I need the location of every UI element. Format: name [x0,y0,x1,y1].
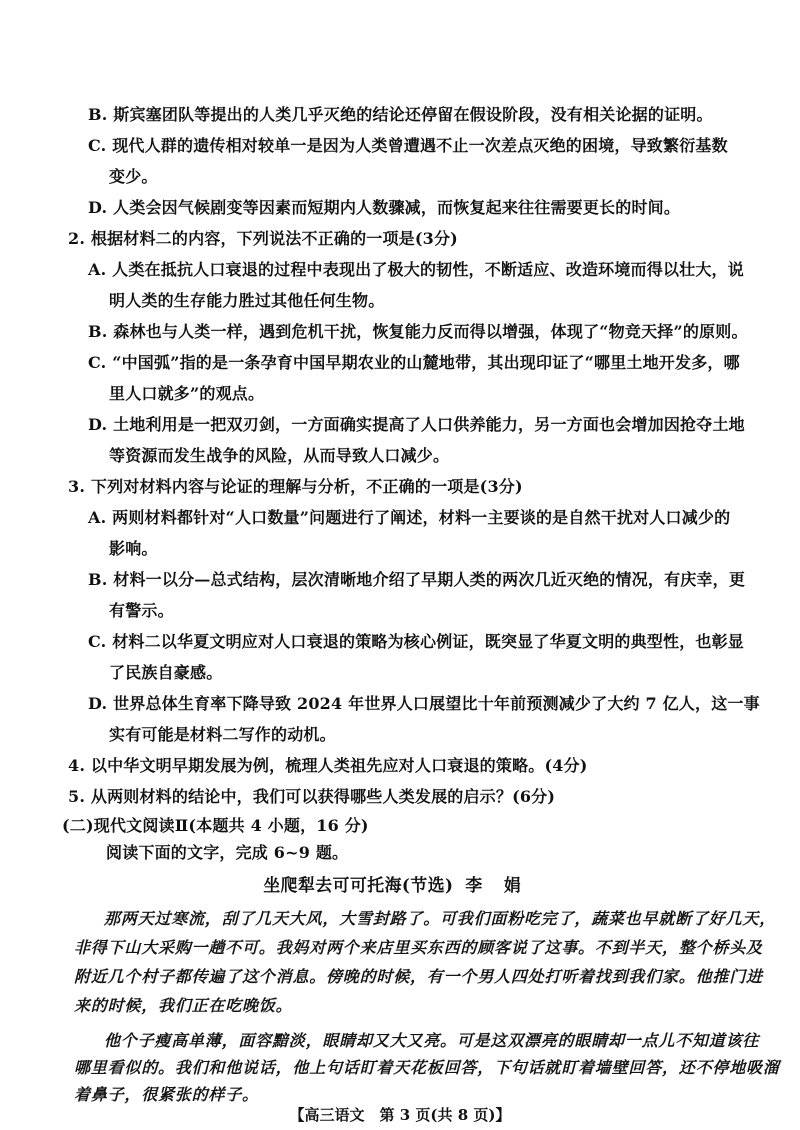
story-line-6: 哪里看似的。我们和他说话，他上句话盯着天花板回答，下句话就盯着墙壁回答，还不停地吸溜 [74,1058,780,1077]
section-heading: (二)现代文阅读Ⅱ(本题共 4 小题，16 分) [62,816,369,835]
reading-instruction: 阅读下面的文字，完成 6~9 题。 [106,843,349,862]
story-line-1: 那两天过寒流，刮了几天大风，大雪封路了。可我们面粉吃完了，蔬菜也早就断了好几天， [104,909,777,928]
q1-option-c-cont: 变少。 [109,167,158,186]
q3-option-b-cont: 有警示。 [109,601,174,620]
story-line-3: 附近几个村子都传遍了这个消息。傍晚的时候，有一个男人四处打听着找到我们家。他推门进 [74,967,763,986]
q3-option-d: D. 世界总体生育率下降导致 2024 年世界人口展望比十年前预测减少了大约 7 亿人，这一事 [88,694,760,713]
q1-option-b: B. 斯宾塞团队等提出的人类几乎灭绝的结论还停留在假设阶段，没有相关论据的证明。 [88,105,713,124]
q2-option-c-cont: 里人口就多”的观点。 [109,384,265,403]
story-line-2: 非得下山大采购一趟不可。我妈对两个来店里买东西的顾客说了这事。不到半天，整个桥头及 [74,938,763,957]
page-footer: 【高三语文 第 3 页(共 8 页)】 [289,1106,511,1124]
q2-option-d-cont: 等资源而发生战争的风险，从而导致人口减少。 [109,446,450,465]
story-line-4: 来的时候，我们正在吃晚饭。 [74,996,293,1015]
q1-option-c: C. 现代人群的遗传相对较单一是因为人类曾遭遇不止一次差点灭绝的困境，导致繁衍基数 [88,136,728,155]
story-title-text: 坐爬犁去可可托海(节选) [263,876,454,896]
q2-option-c: C. “中国弧”指的是一条孕育中国早期农业的山麓地带，其出现印证了“哪里土地开发多，哪 [88,353,740,372]
story-line-5: 他个子瘦高单薄，面容黯淡，眼睛却又大又亮。可是这双漂亮的眼睛却一点儿不知道该往 [104,1031,760,1050]
question-3: 3. 下列对材料内容与论证的理解与分析，不正确的一项是(3分) [68,477,523,496]
q3-option-c-cont: 了民族自豪感。 [109,663,223,682]
q1-option-d: D. 人类会因气候剧变等因素而短期内人数骤减，而恢复起来往往需要更长的时间。 [88,198,681,217]
q3-option-d-cont: 实有可能是材料二写作的动机。 [109,725,336,744]
q3-option-a-cont: 影响。 [109,539,158,558]
q3-option-b: B. 材料一以分—总式结构，层次清晰地介绍了早期人类的两次几近灭绝的情况，有庆幸，更 [88,570,746,589]
story-line-7: 着鼻子，很紧张的样子。 [74,1085,259,1104]
question-5: 5. 从两则材料的结论中，我们可以获得哪些人类发展的启示？(6分) [68,787,556,806]
q2-option-a-cont: 明人类的生存能力胜过其他任何生物。 [109,291,385,310]
question-2: 2. 根据材料二的内容，下列说法不正确的一项是(3分) [68,229,458,248]
q2-option-a: A. 人类在抵抗人口衰退的过程中表现出了极大的韧性，不断适应、改造环境而得以壮大，说 [88,260,744,279]
question-4: 4. 以中华文明早期发展为例，梳理人类祖先应对人口衰退的策略。(4分) [68,756,588,775]
q2-option-d: D. 土地利用是一把双刃剑，一方面确实提高了人口供养能力，另一方面也会增加因抢夺土地 [88,415,745,434]
q3-option-c: C. 材料二以华夏文明应对人口衰退的策略为核心例证，既突显了华夏文明的典型性，也彰显 [88,632,744,651]
story-author: 李 娟 [465,876,529,896]
q2-option-b: B. 森林也与人类一样，遇到危机干扰，恢复能力反而得以增强，体现了“物竞天择”的原则。 [88,322,748,341]
story-title [0,874,792,898]
q3-option-a: A. 两则材料都针对“人口数量”问题进行了阐述，材料一主要谈的是自然干扰对人口减少的 [88,508,731,527]
